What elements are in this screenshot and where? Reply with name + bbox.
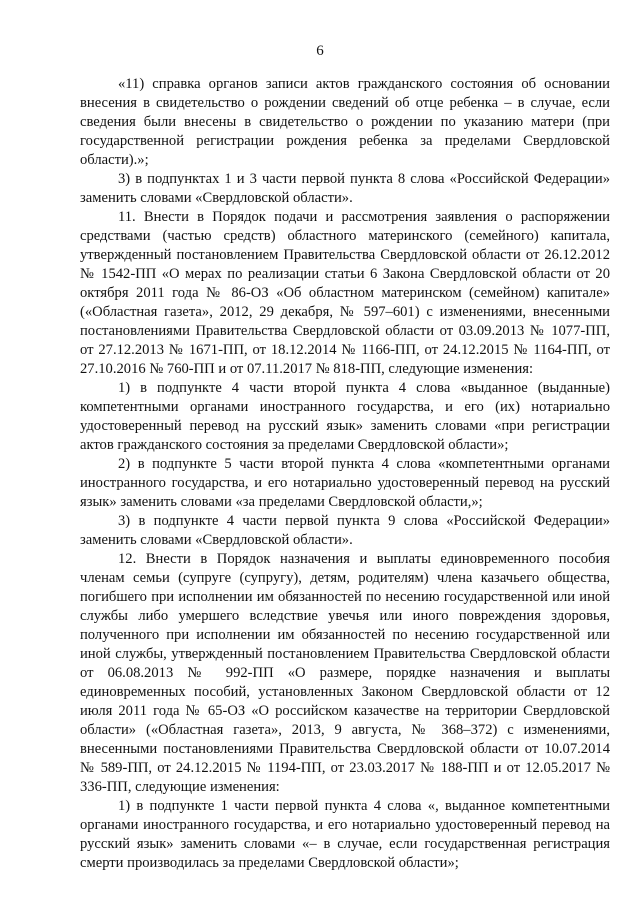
- paragraph-section-12: 12. Внести в Порядок назначения и выплаты единовременного пособия членам семьи (супруге (супругу), детям, родителям) члена казачьего общества, погибшего при исполнении им обязанностей по несению государственной или иной службы либо умершего вследствие увечья или иного повреждения здоровья, полученного при исполнении им обязанностей по несению государственной или иной службы, утвержденный постановлением Правительства Свердловской области от 06.08.2013 № 992-ПП «О размере, порядке назначения и выплаты единовременных пособий, установленных Законом Свердловской области от 12 июля 2011 года № 65-ОЗ «О российском казачестве на территории Свердловской области» («Областная газета», 2013, 9 августа, № 368–372) с изменениями, внесенными постановлениями Правительства Свердловской области от 10.07.2014 № 589-ПП, от 24.12.2015 № 1194-ПП, от 23.03.2017 № 188-ПП и от 12.05.2017 № 336-ПП, следующие изменения:: [80, 551, 610, 795]
- paragraph-item-11-text: «11) справка органов записи актов гражданского состояния об основании внесения в свидетельство о рождении сведений об отце ребенка – в случае, если сведения были внесены в свидетельство о рождении по указанию матери (при государственной регистрации рождения ребенка за пределами Свердловской области).»;: [80, 76, 610, 168]
- paragraph-section-11: 11. Внести в Порядок подачи и рассмотрения заявления о распоряжении средствами (частью средств) областного материнского (семейного) капитала, утвержденный постановлением Правительства Свердловской области от 26.12.2012 № 1542-ПП «О мерах по реализации статьи 6 Закона Свердловской области от 20 октября 2011 года № 86-ОЗ «Об областном материнском (семейном) капитале» («Областная газета», 2012, 29 декабря, № 597–601) с изменениями, внесенными постановлениями Правительства Свердловской области от 03.09.2013 № 1077-ПП, от 27.12.2013 № 1671-ПП, от 18.12.2014 № 1166-ПП, от 24.12.2015 № 1164-ПП, от 27.10.2016 № 760-ПП и от 07.11.2017 № 818-ПП, следующие изменения:: [80, 209, 610, 377]
- paragraph-section-12-change-1: 1) в подпункте 1 части первой пункта 4 слова «, выданное компетентными органами иностранного государства, и его нотариально удостоверенный перевод на русский язык» заменить словами «– в случае, если государственная регистрация смерти производилась за пределами Свердловской области»;: [80, 798, 610, 871]
- page-number: 6: [316, 43, 324, 59]
- document-body: [80, 75, 610, 873]
- paragraph-section-11-change-3: 3) в подпункте 4 части первой пункта 9 слова «Российской Федерации» заменить словами «Свердловской области».: [80, 513, 610, 548]
- paragraph-subitem-3-point-8: 3) в подпунктах 1 и 3 части первой пункта 8 слова «Российской Федерации» заменить словами «Свердловской области».: [80, 171, 610, 206]
- paragraph-section-11-change-2: 2) в подпункте 5 части второй пункта 4 слова «компетентными органами иностранного государства, и его нотариально удостоверенный перевод на русский язык» заменить словами «за пределами Свердловской области,»;: [80, 456, 610, 510]
- paragraph-section-11-change-1: 1) в подпункте 4 части второй пункта 4 слова «выданное (выданные) компетентными органами иностранного государства, и его (их) нотариально удостоверенный перевод на русский язык» заменить словами «при регистрации актов гражданского состояния за пределами Свердловской области»;: [80, 380, 610, 453]
